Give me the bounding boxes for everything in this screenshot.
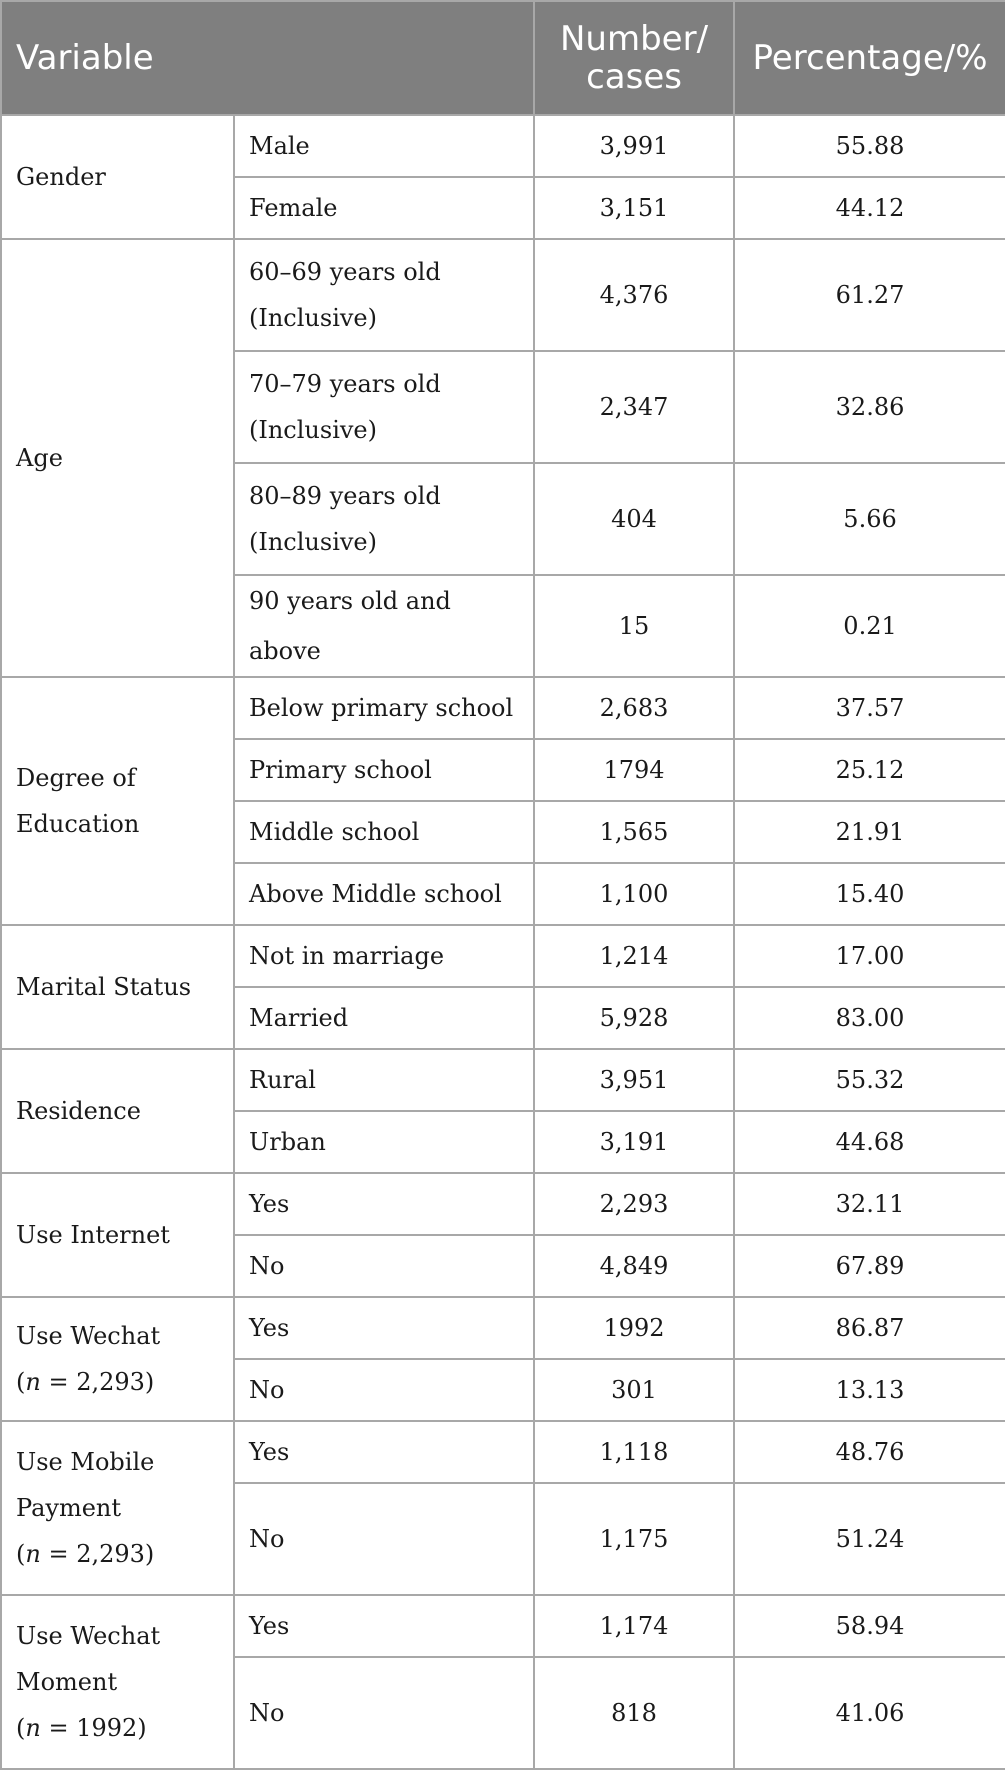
number-cell: 301 [534, 1359, 734, 1421]
number-cell: 2,347 [534, 351, 734, 463]
number-cell: 1,100 [534, 863, 734, 925]
category-cell: Above Middle school [234, 863, 534, 925]
group-label-cell [1, 1595, 234, 1769]
group-label-cell [1, 115, 234, 239]
group-label-cell [1, 1049, 234, 1173]
percentage-cell: 86.87 [734, 1297, 1005, 1359]
number-cell: 3,151 [534, 177, 734, 239]
number-cell: 3,991 [534, 115, 734, 177]
group-sample-size [16, 1540, 154, 1568]
group-sample-size [16, 1714, 147, 1742]
number-cell: 818 [534, 1657, 734, 1769]
category-cell: 60–69 years old (Inclusive) [234, 239, 534, 351]
number-cell: 2,683 [534, 677, 734, 739]
percentage-cell: 13.13 [734, 1359, 1005, 1421]
header-percentage: Percentage/% [734, 1, 1005, 115]
group-label: Use Mobile Payment [16, 1448, 155, 1522]
category-cell: 80–89 years old (Inclusive) [234, 463, 534, 575]
number-cell: 1992 [534, 1297, 734, 1359]
table-body [1, 115, 1005, 1769]
category-cell: No [234, 1483, 534, 1595]
sample-size-suffix: = 2,293) [40, 1368, 155, 1396]
percentage-cell: 25.12 [734, 739, 1005, 801]
category-cell: No [234, 1657, 534, 1769]
header-number [534, 1, 734, 115]
percentage-cell: 44.12 [734, 177, 1005, 239]
table-row [1, 1173, 1005, 1235]
number-cell: 1,565 [534, 801, 734, 863]
table-row [1, 115, 1005, 177]
group-label: Age [16, 444, 63, 472]
percentage-cell: 15.40 [734, 863, 1005, 925]
percentage-cell: 55.88 [734, 115, 1005, 177]
category-cell: Middle school [234, 801, 534, 863]
percentage-cell: 55.32 [734, 1049, 1005, 1111]
category-cell: No [234, 1359, 534, 1421]
category-cell: Married [234, 987, 534, 1049]
category-cell: Urban [234, 1111, 534, 1173]
number-cell: 4,849 [534, 1235, 734, 1297]
percentage-cell: 41.06 [734, 1657, 1005, 1769]
number-cell: 1,174 [534, 1595, 734, 1657]
group-label: Use Wechat Moment [16, 1622, 161, 1696]
number-cell: 1794 [534, 739, 734, 801]
header-variable: Variable [1, 1, 534, 115]
sample-size-prefix: ( [16, 1714, 26, 1742]
number-cell: 1,175 [534, 1483, 734, 1595]
table-row [1, 1297, 1005, 1359]
category-cell: Male [234, 115, 534, 177]
percentage-cell: 5.66 [734, 463, 1005, 575]
number-cell: 3,191 [534, 1111, 734, 1173]
table-row [1, 1595, 1005, 1657]
header-row [1, 1, 1005, 115]
category-cell: Below primary school [234, 677, 534, 739]
percentage-cell: 17.00 [734, 925, 1005, 987]
number-cell: 1,118 [534, 1421, 734, 1483]
category-cell: Yes [234, 1173, 534, 1235]
percentage-cell: 21.91 [734, 801, 1005, 863]
group-label-cell [1, 1297, 234, 1421]
category-cell: No [234, 1235, 534, 1297]
sample-size-prefix: ( [16, 1540, 26, 1568]
category-cell: Yes [234, 1421, 534, 1483]
sample-size-variable: n [25, 1368, 41, 1396]
table-row [1, 925, 1005, 987]
group-label: Residence [16, 1097, 141, 1125]
sample-size-variable: n [25, 1714, 41, 1742]
percentage-cell: 48.76 [734, 1421, 1005, 1483]
group-sample-size [16, 1368, 154, 1396]
category-cell: 90 years old and above [234, 575, 534, 677]
category-cell: Primary school [234, 739, 534, 801]
category-cell: Yes [234, 1297, 534, 1359]
percentage-cell: 32.11 [734, 1173, 1005, 1235]
number-cell: 1,214 [534, 925, 734, 987]
number-cell: 3,951 [534, 1049, 734, 1111]
percentage-cell: 44.68 [734, 1111, 1005, 1173]
group-label: Use Wechat [16, 1322, 161, 1350]
category-cell: Yes [234, 1595, 534, 1657]
group-label-cell [1, 925, 234, 1049]
percentage-cell: 83.00 [734, 987, 1005, 1049]
percentage-cell: 67.89 [734, 1235, 1005, 1297]
percentage-cell: 32.86 [734, 351, 1005, 463]
percentage-cell: 37.57 [734, 677, 1005, 739]
number-cell: 2,293 [534, 1173, 734, 1235]
group-label-cell [1, 677, 234, 925]
table-row [1, 677, 1005, 739]
sample-size-suffix: = 2,293) [40, 1540, 155, 1568]
group-label-cell [1, 1173, 234, 1297]
category-cell: Not in marriage [234, 925, 534, 987]
group-label: Gender [16, 163, 106, 191]
percentage-cell: 0.21 [734, 575, 1005, 677]
group-label: Use Internet [16, 1221, 170, 1249]
number-cell: 404 [534, 463, 734, 575]
percentage-cell: 58.94 [734, 1595, 1005, 1657]
category-cell: Rural [234, 1049, 534, 1111]
table-row [1, 1421, 1005, 1483]
percentage-cell: 61.27 [734, 239, 1005, 351]
category-cell: 70–79 years old (Inclusive) [234, 351, 534, 463]
group-label: Degree of Education [16, 764, 140, 838]
table-row [1, 239, 1005, 351]
group-label-cell [1, 239, 234, 677]
percentage-cell: 51.24 [734, 1483, 1005, 1595]
number-cell: 4,376 [534, 239, 734, 351]
sample-size-prefix: ( [16, 1368, 26, 1396]
category-cell: Female [234, 177, 534, 239]
sample-size-variable: n [25, 1540, 41, 1568]
group-label: Marital Status [16, 973, 192, 1001]
group-label-cell [1, 1421, 234, 1595]
table-row [1, 1049, 1005, 1111]
header-number-label: Number/ cases [559, 19, 709, 97]
number-cell: 15 [534, 575, 734, 677]
number-cell: 5,928 [534, 987, 734, 1049]
sample-size-suffix: = 1992) [40, 1714, 147, 1742]
